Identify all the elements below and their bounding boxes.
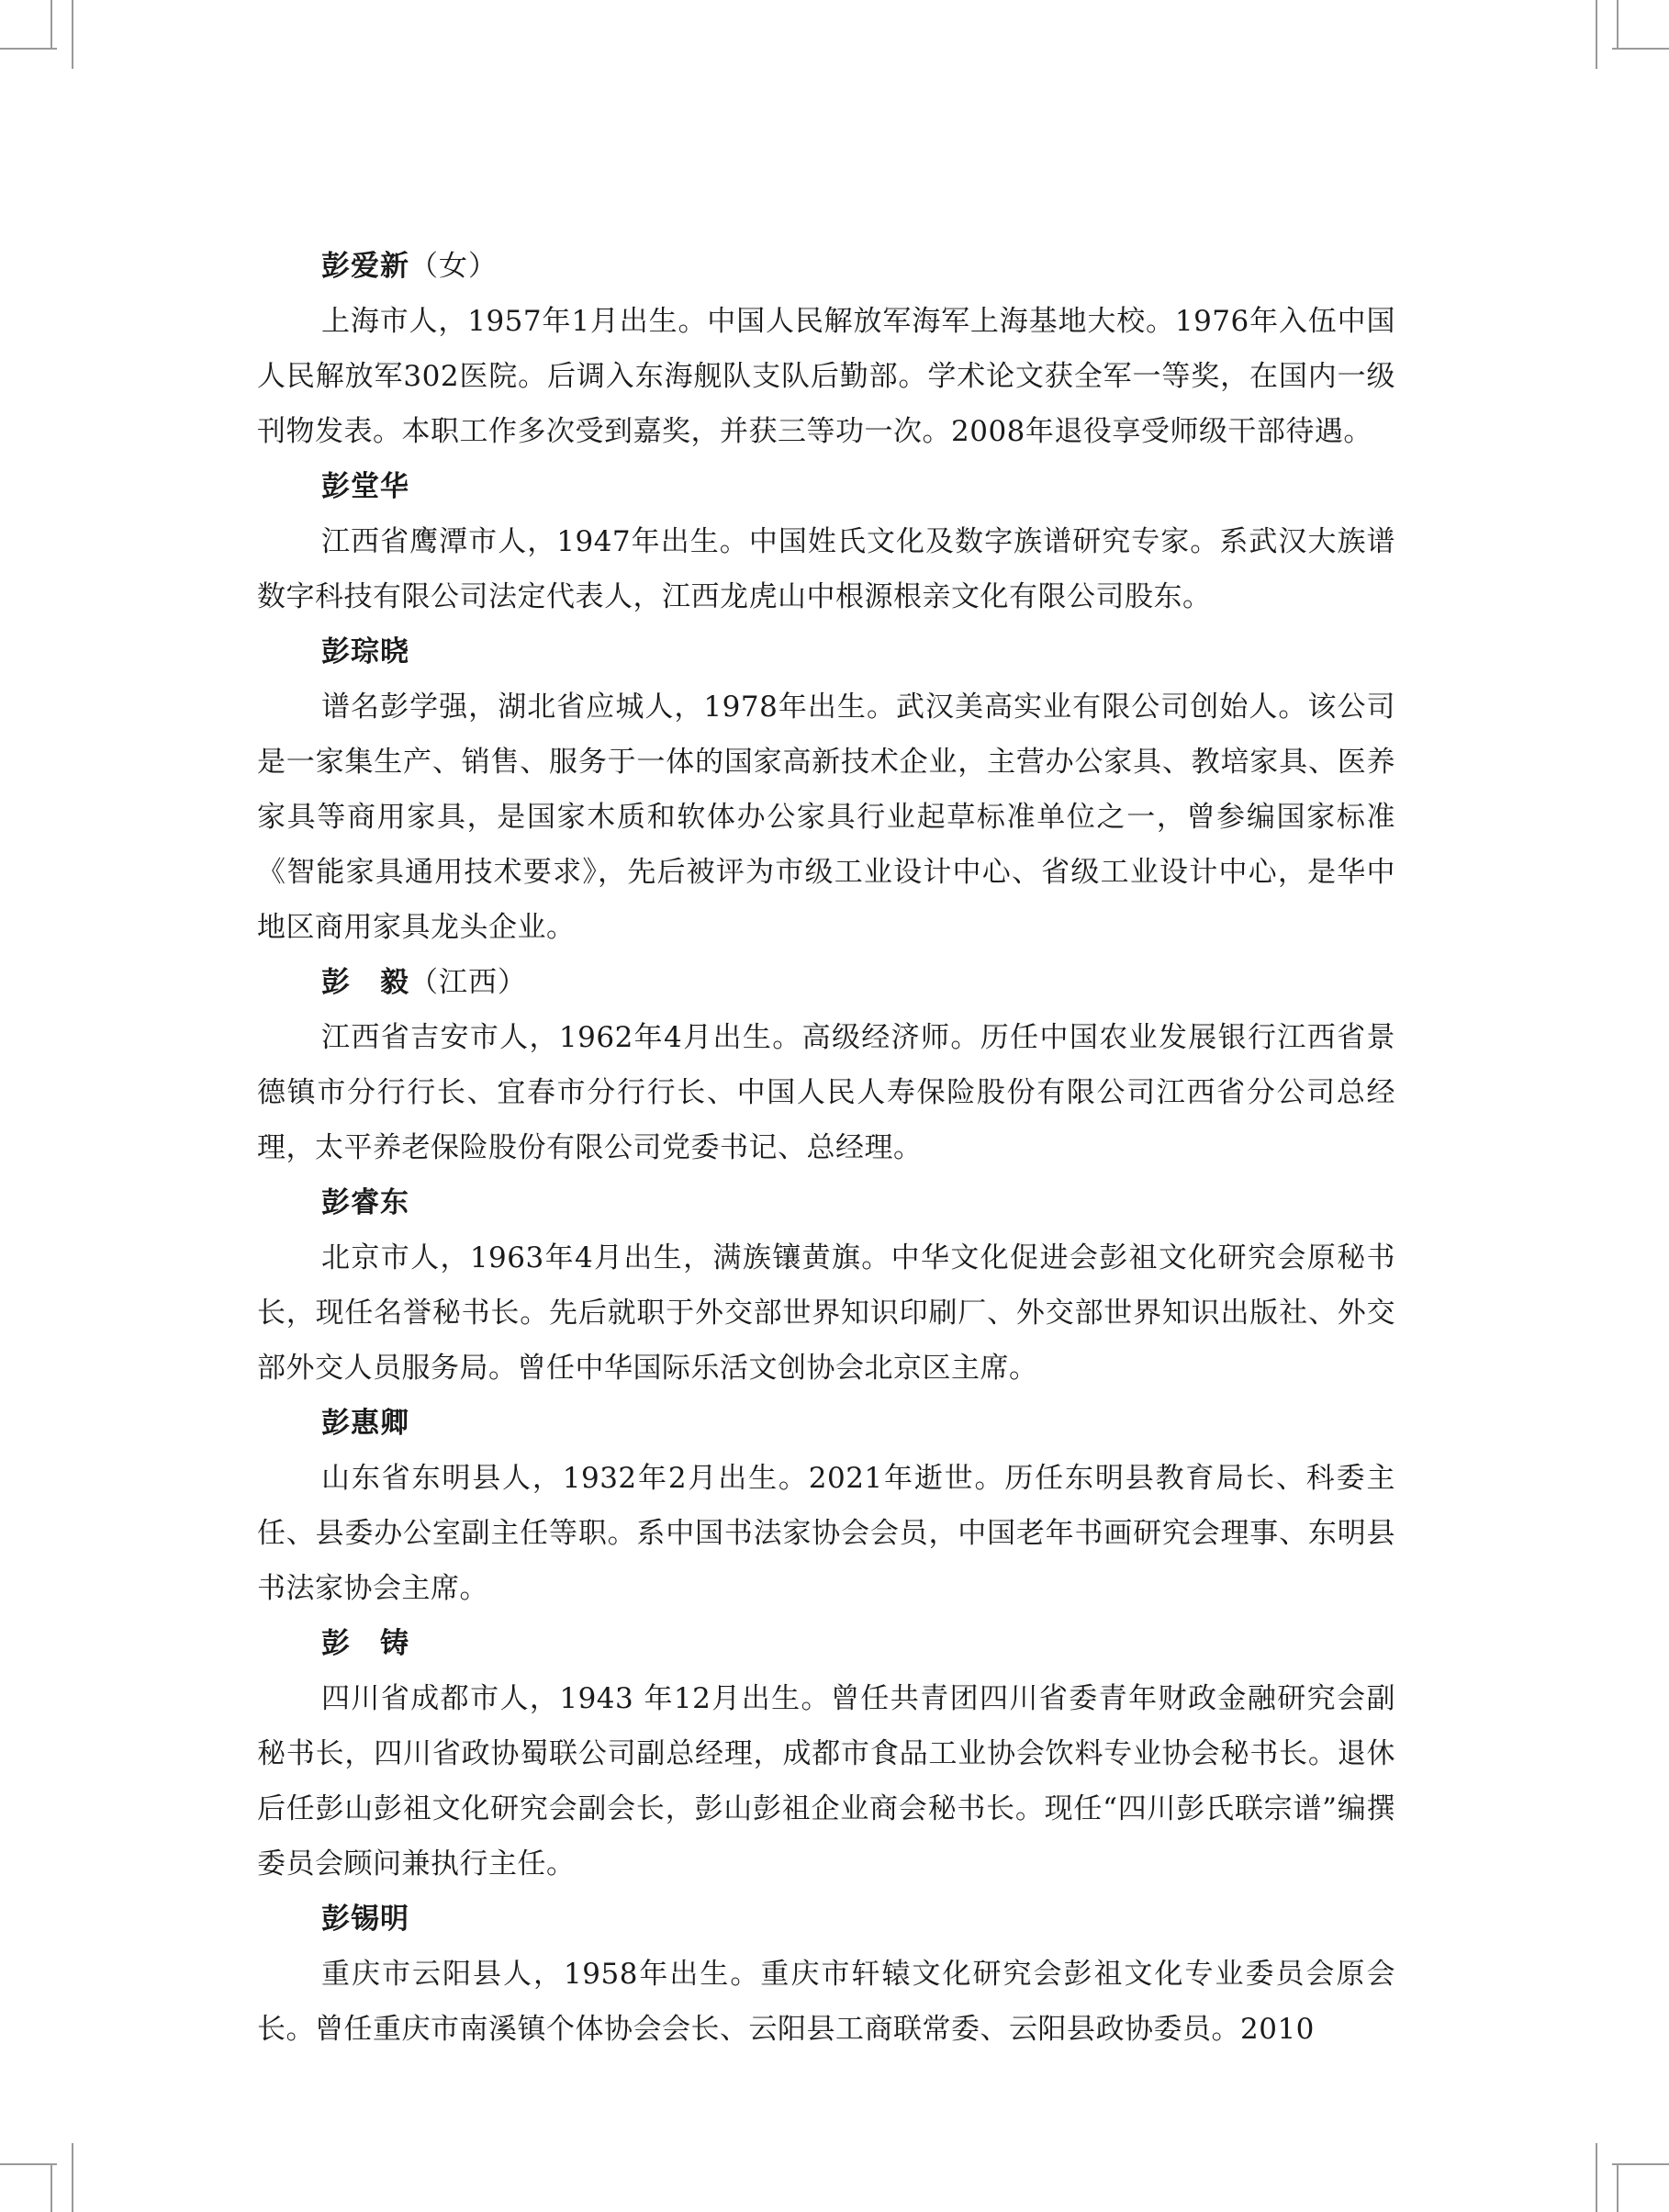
biography-entry	[257, 1175, 1395, 1396]
person-name: 彭锡明	[321, 1903, 409, 1936]
crop-mark	[1612, 48, 1669, 50]
crop-mark	[1596, 0, 1597, 69]
biography-entry	[257, 239, 1395, 459]
person-name: 彭惠卿	[321, 1407, 409, 1440]
entry-body: 山东省东明县人，1932年2月出生。2021年逝世。历任东明县教育局长、科委主任、县委办公室副主任等职。系中国书法家协会会员，中国老年书画研究会理事、东明县书法家协会主席。	[257, 1462, 1395, 1605]
person-name: 彭 毅	[321, 966, 409, 999]
crop-mark	[50, 0, 52, 48]
person-name: 彭堂华	[321, 470, 409, 503]
crop-mark	[50, 2165, 52, 2212]
entry-name	[321, 955, 1395, 1010]
entry-body: 江西省鹰潭市人，1947年出生。中国姓氏文化及数字族谱研究专家。系武汉大族谱数字科技有限公司法定代表人，江西龙虎山中根源根亲文化有限公司股东。	[257, 525, 1395, 613]
name-note: （女）	[409, 250, 498, 283]
person-name: 彭睿东	[321, 1186, 409, 1219]
crop-mark	[72, 0, 73, 69]
entry-name	[321, 1396, 1395, 1451]
biography-list	[257, 239, 1395, 2057]
entry-body: 谱名彭学强，湖北省应城人，1978年出生。武汉美高实业有限公司创始人。该公司是一家集生产、销售、服务于一体的国家高新技术企业，主营办公家具、教培家具、医养家具等商用家具，是国家木质和软体办公家具行业起草标准单位之一，曾参编国家标准《智能家具通用技术要求》，先后被评为市级工业设计中心、省级工业设计中心，是华中地区商用家具龙头企业。	[257, 691, 1395, 944]
entry-body: 上海市人，1957年1月出生。中国人民解放军海军上海基地大校。1976年入伍中国人民解放军302医院。后调入东海舰队支队后勤部。学术论文获全军一等奖，在国内一级刊物发表。本职工作多次受到嘉奖，并获三等功一次。2008年退役享受师级干部待遇。	[257, 305, 1395, 448]
entry-body: 重庆市云阳县人，1958年出生。重庆市轩辕文化研究会彭祖文化专业委员会原会长。曾任重庆市南溪镇个体协会会长、云阳县工商联常委、云阳县政协委员。2010	[257, 1958, 1395, 2046]
crop-mark	[1617, 2165, 1619, 2212]
entry-name	[321, 1892, 1395, 1947]
crop-mark	[0, 48, 57, 50]
entry-name	[321, 239, 1395, 294]
name-note: （江西）	[409, 966, 527, 999]
biography-entry	[257, 1396, 1395, 1616]
crop-mark	[1617, 0, 1619, 48]
crop-mark	[1612, 2163, 1669, 2165]
biography-entry	[257, 624, 1395, 955]
entry-name	[321, 459, 1395, 514]
entry-name	[321, 1175, 1395, 1230]
person-name: 彭琮晓	[321, 635, 409, 668]
entry-body: 四川省成都市人，1943 年12月出生。曾任共青团四川省委青年财政金融研究会副秘书长，四川省政协蜀联公司副总经理，成都市食品工业协会饮料专业协会秘书长。退休后任彭山彭祖文化研究会副会长，彭山彭祖企业商会秘书长。现任“四川彭氏联宗谱”编撰委员会顾问兼执行主任。	[257, 1682, 1395, 1881]
person-name: 彭爱新	[321, 250, 409, 283]
entry-body: 江西省吉安市人，1962年4月出生。高级经济师。历任中国农业发展银行江西省景德镇市分行行长、宜春市分行行长、中国人民人寿保险股份有限公司江西省分公司总经理，太平养老保险股份有限公司党委书记、总经理。	[257, 1021, 1395, 1164]
entry-body: 北京市人，1963年4月出生，满族镶黄旗。中华文化促进会彭祖文化研究会原秘书长，现任名誉秘书长。先后就职于外交部世界知识印刷厂、外交部世界知识出版社、外交部外交人员服务局。曾任中华国际乐活文创协会北京区主席。	[257, 1241, 1395, 1385]
crop-mark	[1596, 2143, 1597, 2212]
biography-entry	[257, 459, 1395, 624]
entry-name	[321, 1616, 1395, 1671]
entry-name	[321, 624, 1395, 679]
biography-entry	[257, 1892, 1395, 2057]
crop-mark	[72, 2143, 73, 2212]
person-name: 彭 铸	[321, 1627, 409, 1660]
crop-mark	[0, 2163, 57, 2165]
biography-entry	[257, 1616, 1395, 1892]
biography-entry	[257, 955, 1395, 1175]
